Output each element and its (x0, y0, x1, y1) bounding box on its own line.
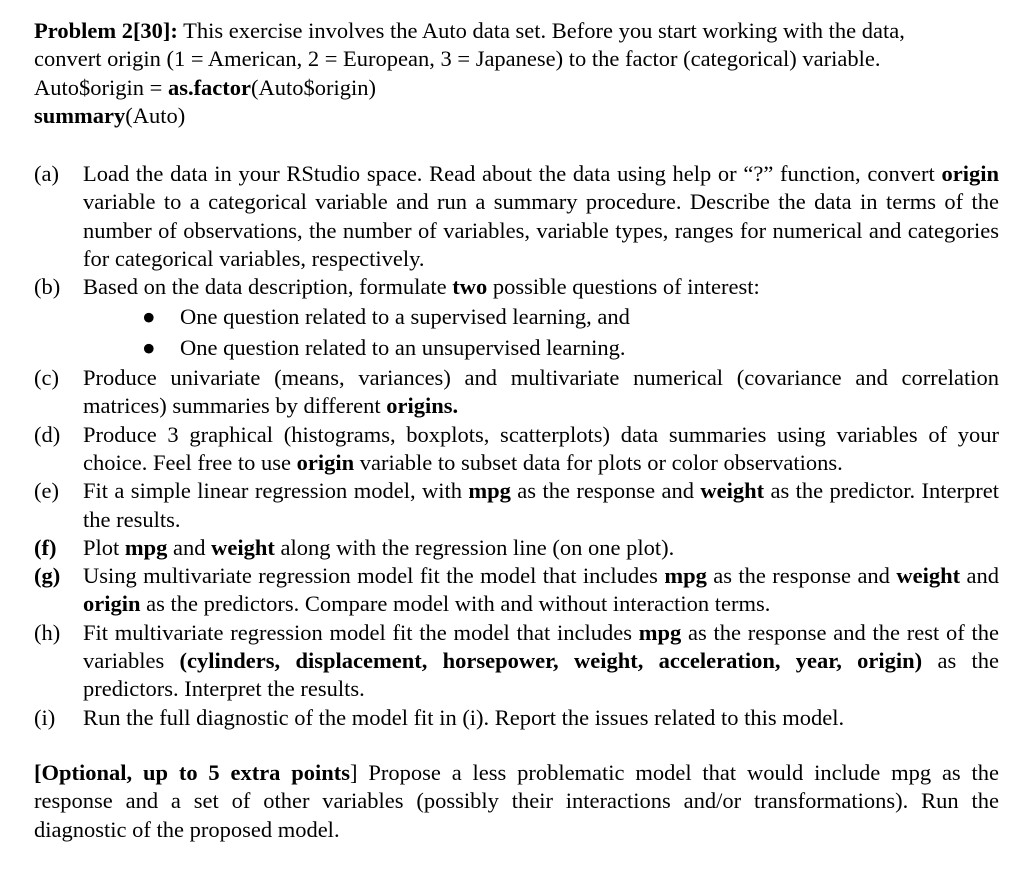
task-label: (c) (34, 365, 59, 391)
task-text: Based on the data description, formulate two possible questions of interest: (83, 274, 760, 300)
intro-line-1: Problem 2[30]: This exercise involves the Auto data set. Before you start working with the data, (34, 18, 905, 43)
task-g (34, 562, 999, 619)
optional-section (34, 759, 999, 844)
task-text: Fit a simple linear regression model, with mpg as the response and weight as the predictor. Interpret the results. (83, 478, 999, 532)
task-d (34, 421, 999, 478)
task-label: (b) (34, 274, 61, 300)
code-line-2: summary(Auto) (34, 102, 186, 128)
problem-title: Problem 2[30]: (34, 18, 178, 43)
problem-intro (34, 17, 1004, 130)
task-b (34, 273, 999, 301)
task-label: (d) (34, 421, 61, 447)
task-h (34, 619, 999, 704)
task-text: Run the full diagnostic of the model fit in (i). Report the issues related to this model. (83, 704, 845, 730)
optional-text: ] Propose a less problematic model that would include mpg as the response and a set of other variables (possibly their interactions and/or transformations). Run the diagnostic of the proposed model. (34, 760, 1000, 842)
task-c (34, 364, 999, 421)
task-text: Plot mpg and weight along with the regression line (on one plot). (83, 534, 675, 560)
task-text: Load the data in your RStudio space. Read about the data using help or “?” function, convert origin variable to a categorical variable and run a summary procedure. Describe the data in terms of the number of observations, the number of variables, variable types, ranges for numerical and categories for categorical variables, respectively. (83, 161, 999, 271)
task-label: (f) (34, 534, 57, 560)
code-line-1: Auto$origin = as.factor(Auto$origin) (34, 74, 377, 100)
task-text: Produce 3 graphical (histograms, boxplots, scatterplots) data summaries using variables of your choice. Feel free to use origin variable to subset data for plots or color observations. (83, 421, 999, 475)
task-label: (e) (34, 478, 59, 504)
bullet-item (142, 303, 999, 331)
task-a (34, 160, 999, 273)
bullet-item (142, 334, 999, 362)
task-list (34, 160, 999, 732)
optional-heading: [Optional, up to 5 extra points (34, 760, 351, 785)
task-f (34, 534, 999, 562)
task-text: Produce univariate (means, variances) and multivariate numerical (covariance and correlation matrices) summaries by different origins. (83, 365, 999, 419)
task-label: (h) (34, 619, 61, 645)
task-text: Using multivariate regression model fit the model that includes mpg as the response and weight and origin as the predictors. Compare model with and without interaction terms. (83, 563, 999, 617)
bullet-icon: ● (142, 304, 156, 330)
bullet-icon: ● (142, 334, 156, 360)
intro-line-2: convert origin (1 = American, 2 = European, 3 = Japanese) to the factor (categorical) variable. (34, 46, 881, 72)
task-text: Fit multivariate regression model fit the model that includes mpg as the response and the rest of the variables (cylinders, displacement, horsepower, weight, acceleration, year, origin) as the predictors. Interpret the results. (83, 619, 999, 702)
task-e (34, 477, 999, 534)
bullet-text: One question related to an unsupervised learning. (180, 334, 626, 360)
task-label: (g) (34, 563, 61, 589)
task-i (34, 704, 999, 732)
task-label: (i) (34, 704, 56, 730)
bullet-text: One question related to a supervised learning, and (180, 304, 630, 330)
task-label: (a) (34, 161, 59, 186)
